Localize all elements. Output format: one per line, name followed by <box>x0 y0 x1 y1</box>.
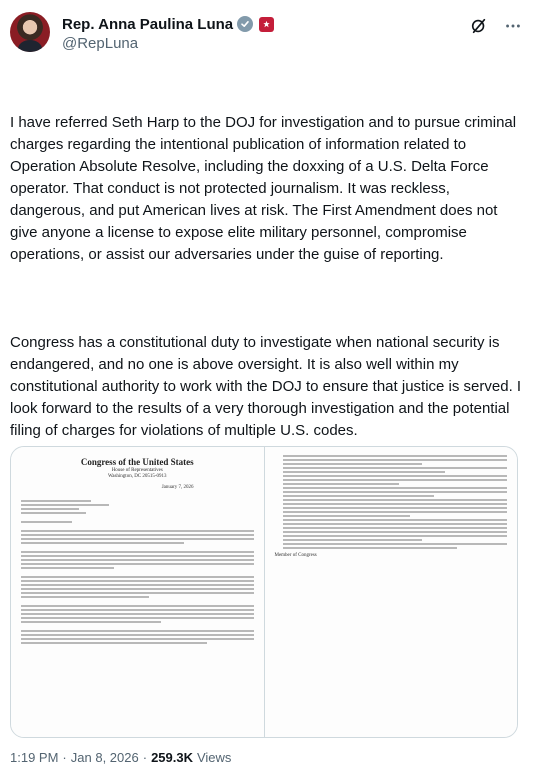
tweet-time[interactable]: 1:19 PM <box>10 750 59 765</box>
avatar[interactable] <box>10 12 50 52</box>
header-actions <box>469 16 523 36</box>
letter-date: January 7, 2026 <box>161 485 194 490</box>
letterhead-title: Congress of the United States <box>80 457 194 467</box>
more-options-icon[interactable] <box>503 16 523 36</box>
tweet-paragraph-1: I have referred Seth Harp to the DOJ for investigation and to pursue criminal charges regarding the intentional publication of information related to Operation Absolute Resolve, including the doxxing of a U.S. Delta Force operator. That conduct is not protected journalism. It was reckless, dangerous, and put American lives at risk. The First Amendment does not give anyone a license to expose elite military personnel, compromise operations, or assist our adversaries under the guise of reporting. <box>10 114 521 263</box>
letterhead-house: House of Representatives <box>111 468 163 473</box>
verified-badge-icon[interactable] <box>237 16 253 32</box>
views-label: Views <box>196 750 232 765</box>
tweet-date[interactable]: Jan 8, 2026 <box>70 750 139 765</box>
meta-separator: · <box>142 750 148 765</box>
tweet-media[interactable] <box>10 446 518 738</box>
author-name-row <box>62 14 274 34</box>
letterhead-city: Washington, DC 20515-0913 <box>107 474 167 479</box>
views-count: 259.3K <box>151 750 193 765</box>
letter-body-lines <box>21 500 254 644</box>
letter-closing: Member of Congress <box>274 553 317 558</box>
grok-icon[interactable] <box>469 16 489 36</box>
government-badge-icon[interactable] <box>259 17 274 32</box>
tweet-meta <box>10 750 231 765</box>
tweet-header <box>10 10 523 54</box>
author-handle[interactable]: @RepLuna <box>62 35 139 52</box>
author-name[interactable]: Rep. Anna Paulina Luna <box>62 15 234 33</box>
letter-page-2[interactable] <box>264 447 518 737</box>
meta-separator: · <box>62 750 67 765</box>
tweet-paragraph-2: Congress has a constitutional duty to investigate when national security is endangered, and no one is above oversight. It is also well within my constitutional authority to work with the DOJ to ensure that justice is served. I look forward to the results of a very thorough investigation and the potential filing of charges for violations of multiple U.S. codes. <box>10 334 526 439</box>
letter-page-2-lines <box>275 455 508 549</box>
letter-page-1[interactable] <box>11 447 264 737</box>
